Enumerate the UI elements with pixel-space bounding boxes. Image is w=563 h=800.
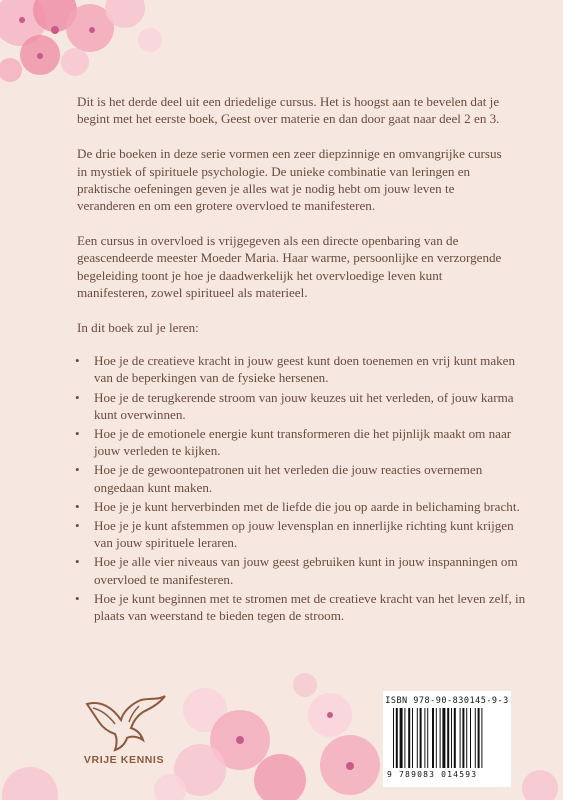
list-item: • Hoe je de emotionele energie kunt transformeren die het pijnlijk maakt om naar jouw verleden te kijken. <box>75 426 512 459</box>
paragraph-3: Een cursus in overvloed is vrijgegeven als een directe openbaring van de geascendeerde meester Moeder Maria. Haar warme, persoonlijke en verzorgende begeleiding toont je hoe je daadwerkelijk het overvloedige leven kunt manifesteren, zowel spiritueel als materieel. <box>77 233 502 300</box>
list-item: • Hoe je je kunt afstemmen op jouw levensplan en innerlijke richting kunt krijgen van jouw spirituele leraren. <box>75 518 514 551</box>
barcode <box>383 691 511 787</box>
list-item: • Hoe je de gewoontepatronen uit het verleden die jouw reacties overnemen ongedaan kunt maken. <box>75 462 483 495</box>
isbn-label: ISBN 978-90-830145-9-3 <box>385 696 509 706</box>
bullet-icon: • <box>75 518 80 534</box>
barcode-bars <box>393 708 501 768</box>
list-item: • Hoe je alle vier niveaus van jouw geest gebruiken kunt in jouw inspanningen om overvloed te manifesteren. <box>75 554 518 587</box>
flower-decoration-top <box>0 0 170 85</box>
bullet-icon: • <box>75 590 80 606</box>
barcode-digits: 9 789083 014593 <box>387 770 478 779</box>
list-intro: In dit boek zul je leren: <box>77 320 199 336</box>
bullet-icon: • <box>75 389 80 405</box>
paragraph-1: Dit is het derde deel uit een driedelige cursus. Het is hoogst aan te bevelen dat je begint met het eerste boek, Geest over materie en dan door gaat naar deel 2 en 3. <box>77 94 500 127</box>
publisher-name: VRIJE KENNIS <box>83 754 165 766</box>
list-item: • Hoe je kunt beginnen met te stromen met de creatieve kracht van het leven zelf, in plaats van weerstand te bieden tegen de stroom. <box>75 590 526 624</box>
bullet-icon: • <box>75 353 80 369</box>
benefit-list <box>75 352 526 624</box>
back-cover-text <box>75 93 526 626</box>
eagle-icon <box>79 690 169 752</box>
bullet-icon: • <box>75 426 80 442</box>
bullet-icon: • <box>75 462 80 478</box>
publisher-logo <box>76 690 172 780</box>
paragraph-2: De drie boeken in deze serie vormen een zeer diepzinnige en omvangrijke cursus in mystiek of spirituele psychologie. De unieke combinatie van leringen en praktische oefeningen geven je alles wat je nodig hebt om jouw leven te veranderen en om een grotere overvloed te manifesteren. <box>77 146 502 214</box>
list-item: • Hoe je de terugkerende stroom van jouw keuzes uit het verleden, of jouw karma kunt overwinnen. <box>75 389 514 422</box>
list-item: • Hoe je de creatieve kracht in jouw geest kunt doen toenemen en vrij kunt maken van de beperkingen van de fysieke hersenen. <box>75 353 516 386</box>
list-item: • Hoe je je kunt herverbinden met de liefde die jou op aarde in belichaming bracht. <box>75 498 520 514</box>
bullet-icon: • <box>75 554 80 570</box>
bullet-icon: • <box>75 498 80 514</box>
